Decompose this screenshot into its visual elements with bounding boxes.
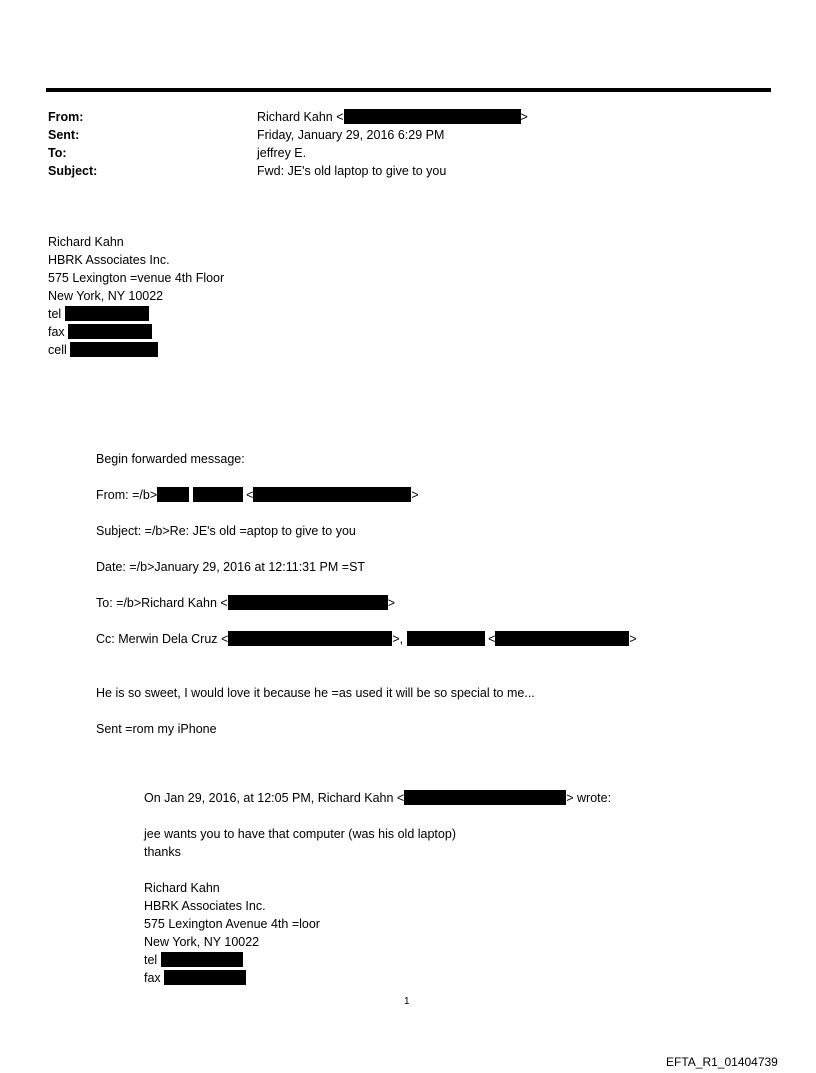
forwarded-cc bbox=[96, 630, 637, 648]
page-number: 1 bbox=[404, 996, 410, 1007]
forwarded-sent-from: Sent =rom my iPhone bbox=[96, 722, 217, 736]
quoted-sig-tel bbox=[144, 951, 611, 969]
sent-value: Friday, January 29, 2016 6:29 PM bbox=[257, 128, 445, 142]
fwd-to-label: To: =/b>Richard Kahn < bbox=[96, 596, 228, 610]
redaction bbox=[407, 631, 429, 646]
signature-address: 575 Lexington =venue 4th Floor bbox=[48, 271, 225, 285]
quoted-sig-city: New York, NY 10022 bbox=[144, 935, 260, 949]
from-row bbox=[48, 108, 748, 126]
forwarded-subject: Subject: =/b>Re: JE's old =aptop to give to you bbox=[96, 524, 356, 538]
quoted-on-line bbox=[144, 789, 611, 807]
signature-block bbox=[48, 233, 224, 359]
redaction bbox=[164, 970, 246, 985]
quoted-sig-company: HBRK Associates Inc. bbox=[144, 899, 266, 913]
redaction bbox=[228, 631, 392, 646]
redaction bbox=[193, 487, 243, 502]
redaction bbox=[429, 631, 485, 646]
redaction bbox=[495, 631, 629, 646]
fwd-cc-gt: > bbox=[629, 632, 637, 646]
subject-value: Fwd: JE's old laptop to give to you bbox=[257, 164, 447, 178]
quoted-message bbox=[144, 789, 611, 987]
redaction bbox=[161, 952, 243, 967]
quoted-fax-label: fax bbox=[144, 971, 161, 985]
to-row bbox=[48, 144, 748, 162]
to-value: jeffrey E. bbox=[257, 146, 307, 160]
quoted-on-text: On Jan 29, 2016, at 12:05 PM, Richard Kahn < bbox=[144, 791, 405, 805]
to-label: To: bbox=[48, 146, 67, 160]
from-close: > bbox=[520, 110, 528, 124]
fax-label: fax bbox=[48, 325, 65, 339]
cell-label: cell bbox=[48, 343, 67, 357]
signature-city: New York, NY 10022 bbox=[48, 289, 164, 303]
forwarded-body: He is so sweet, I would love it because he =as used it will be so special to me... bbox=[96, 686, 535, 700]
fwd-cc-sep: >, bbox=[392, 632, 404, 646]
from-sender: Richard Kahn < bbox=[257, 110, 344, 124]
redaction bbox=[344, 109, 521, 124]
subject-row bbox=[48, 162, 748, 180]
fwd-from-gt: > bbox=[411, 488, 419, 502]
signature-company: HBRK Associates Inc. bbox=[48, 253, 170, 267]
email-header bbox=[48, 108, 748, 180]
quoted-line-2: thanks bbox=[144, 845, 181, 859]
forwarded-intro: Begin forwarded message: bbox=[96, 452, 245, 466]
quoted-line-1: jee wants you to have that computer (was his old laptop) bbox=[144, 827, 456, 841]
quoted-sig-name: Richard Kahn bbox=[144, 881, 220, 895]
fwd-from-lt: < bbox=[246, 488, 254, 502]
fwd-cc-lt: < bbox=[488, 632, 496, 646]
sent-label: Sent: bbox=[48, 128, 80, 142]
fwd-cc-label: Cc: Merwin Dela Cruz < bbox=[96, 632, 229, 646]
signature-fax bbox=[48, 323, 224, 341]
forwarded-date: Date: =/b>January 29, 2016 at 12:11:31 PM =ST bbox=[96, 560, 366, 574]
redaction bbox=[228, 595, 388, 610]
redaction bbox=[70, 342, 158, 357]
quoted-sig-address: 575 Lexington Avenue 4th =loor bbox=[144, 917, 320, 931]
bates-number: EFTA_R1_01404739 bbox=[666, 1055, 778, 1069]
subject-label: Subject: bbox=[48, 164, 98, 178]
signature-tel bbox=[48, 305, 224, 323]
from-value bbox=[257, 108, 528, 126]
forwarded-message bbox=[96, 450, 637, 738]
tel-label: tel bbox=[48, 307, 62, 321]
redaction bbox=[68, 324, 152, 339]
sent-row bbox=[48, 126, 748, 144]
quoted-wrote: > wrote: bbox=[566, 791, 612, 805]
redaction bbox=[404, 790, 566, 805]
fwd-to-gt: > bbox=[387, 596, 395, 610]
signature-name: Richard Kahn bbox=[48, 235, 124, 249]
quoted-sig-fax bbox=[144, 969, 611, 987]
forwarded-from bbox=[96, 486, 637, 504]
from-label: From: bbox=[48, 110, 84, 124]
redaction bbox=[157, 487, 189, 502]
fwd-from-label: From: =/b> bbox=[96, 488, 158, 502]
signature-cell bbox=[48, 341, 224, 359]
header-rule bbox=[46, 88, 771, 92]
forwarded-to bbox=[96, 594, 637, 612]
redaction bbox=[253, 487, 411, 502]
quoted-tel-label: tel bbox=[144, 953, 158, 967]
redaction bbox=[65, 306, 149, 321]
